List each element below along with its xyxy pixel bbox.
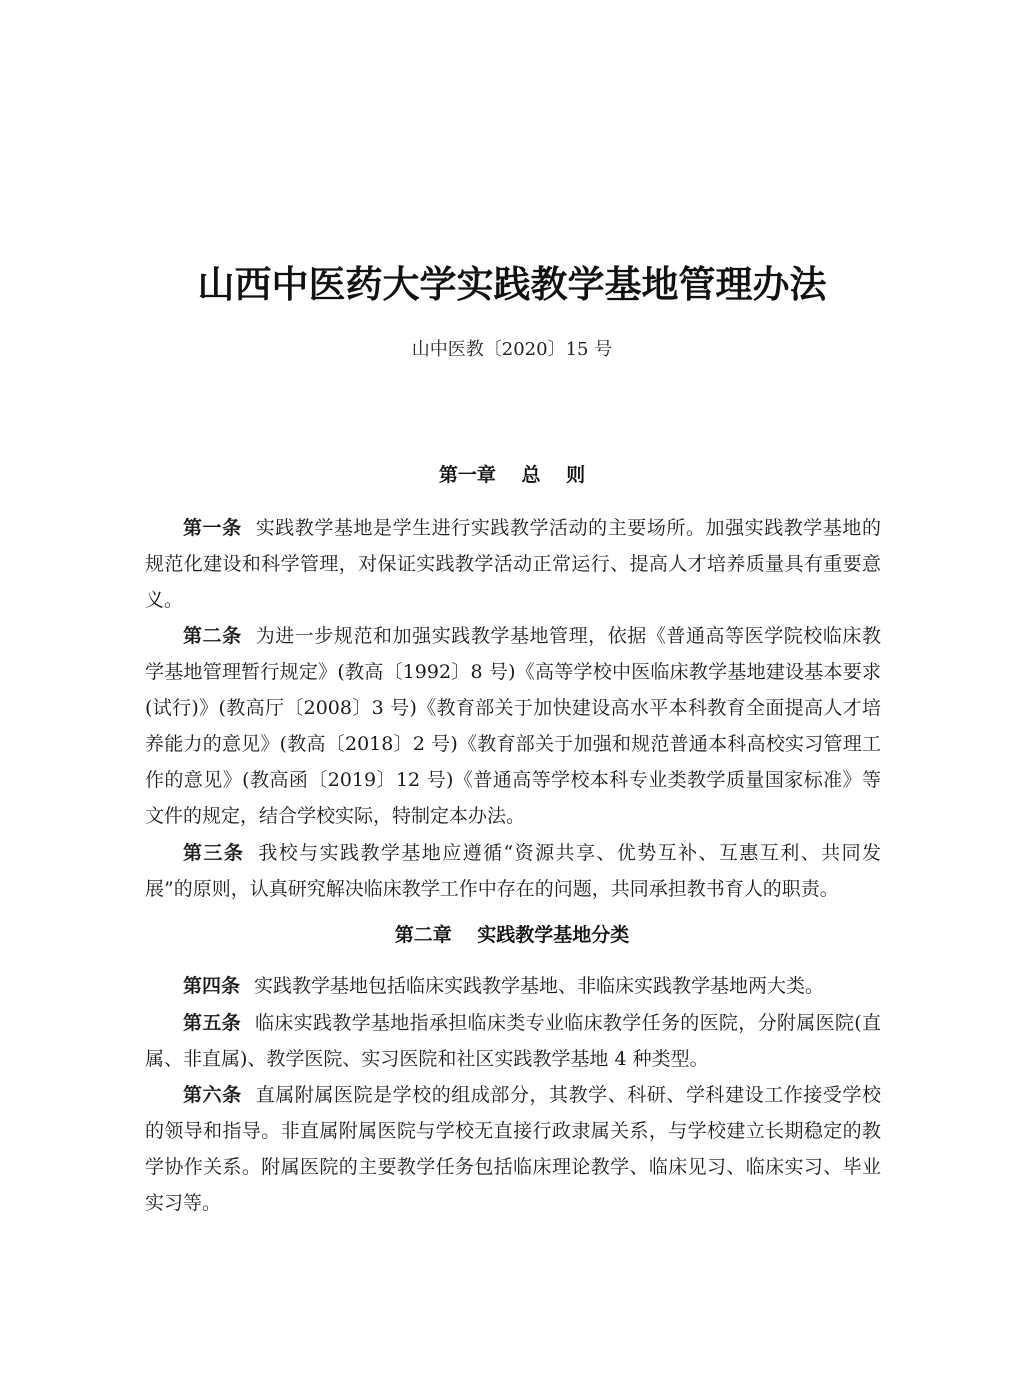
article-5-text: 临床实践教学基地指承担临床类专业临床教学任务的医院，分附属医院(直属、非直属)、教学医院、实习医院和社区实践教学基地 4 种类型。 <box>145 1012 881 1070</box>
chapter-1-heading: 第一章 总 则 <box>438 464 586 486</box>
article-1-label: 第一条 <box>183 517 242 539</box>
document-number: 山中医教〔2020〕15 号 <box>411 339 613 360</box>
article-4-label: 第四条 <box>183 975 241 997</box>
article-5-label: 第五条 <box>183 1012 241 1034</box>
article-6 <box>145 1077 881 1221</box>
article-3-label: 第三条 <box>183 842 245 864</box>
article-2 <box>145 618 881 834</box>
article-3-text: 我校与实践教学基地应遵循“资源共享、优势互补、互惠互利、共同发展”的原则，认真研究解决临床教学工作中存在的问题，共同承担教书育人的职责。 <box>145 842 881 900</box>
article-1-text: 实践教学基地是学生进行实践教学活动的主要场所。加强实践教学基地的规范化建设和科学管理，对保证实践教学活动正常运行、提高人才培养质量具有重要意义。 <box>145 517 881 611</box>
article-2-label: 第二条 <box>183 625 242 647</box>
article-2-text: 为进一步规范和加强实践教学基地管理，依据《普通高等医学院校临床教学基地管理暂行规定》(教高〔1992〕8 号)《高等学校中医临床教学基地建设基本要求(试行)》(教高厅〔2008〕3 号)《教育部关于加快建设高水平本科教育全面提高人才培养能力的意见》(教高〔2018〕2 号)《教育部关于加强和规范普通本科高校实习管理工作的意见》(教高函〔2019〕12 号)《普通高等学校本科专业类教学质量国家标准》等文件的规定，结合学校实际，特制定本办法。 <box>145 625 881 827</box>
chapter-2-heading: 第二章 实践教学基地分类 <box>394 924 630 946</box>
article-3 <box>145 835 881 907</box>
article-4 <box>145 968 881 1004</box>
article-4-text: 实践教学基地包括临床实践教学基地、非临床实践教学基地两大类。 <box>254 975 825 997</box>
article-1 <box>145 510 881 618</box>
article-5 <box>145 1005 881 1077</box>
document-title: 山西中医药大学实践教学基地管理办法 <box>197 262 827 306</box>
article-6-label: 第六条 <box>183 1084 242 1106</box>
article-6-text: 直属附属医院是学校的组成部分，其教学、科研、学科建设工作接受学校的领导和指导。非直属附属医院与学校无直接行政隶属关系，与学校建立长期稳定的教学协作关系。附属医院的主要教学任务包括临床理论教学、临床见习、临床实习、毕业实习等。 <box>145 1084 881 1214</box>
